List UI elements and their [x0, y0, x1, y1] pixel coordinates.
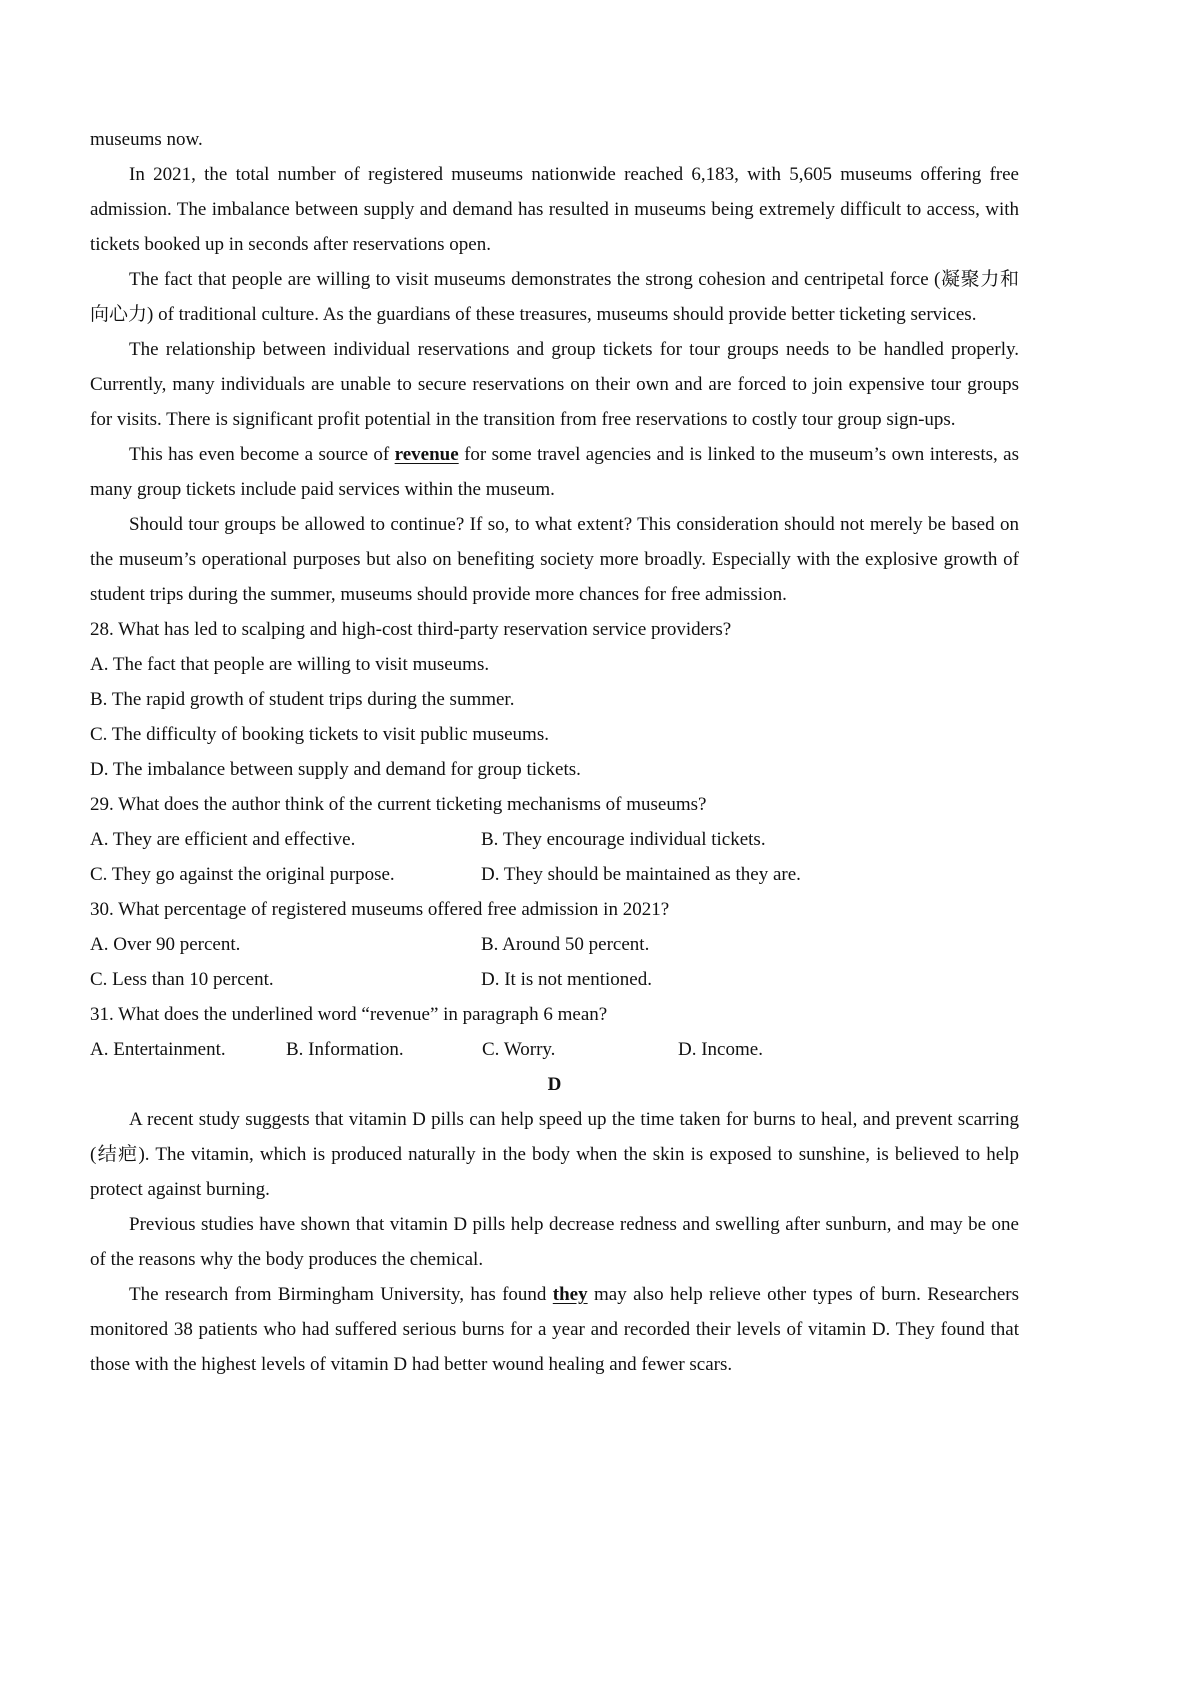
passage-c-paragraph: The relationship between individual reservations and group tickets for tour groups needs to be handled properly. Currently, many individuals are unable to secure reservations on their own and are forced to join expensive tour groups for visits. There is significant profit potential in the transition from free reservations to costly tour group sign-ups.	[90, 339, 1019, 430]
question-31	[90, 997, 1019, 1067]
question-stem: 30. What percentage of registered museums offered free admission in 2021?	[90, 899, 670, 920]
option-b: B. Around 50 percent.	[481, 934, 650, 955]
section-title-d: D	[547, 1074, 562, 1095]
options-row	[90, 927, 1019, 962]
passage-c-carryover: museums now.	[90, 129, 203, 150]
option-c: C. They go against the original purpose.	[90, 864, 395, 885]
option-d: D. Income.	[678, 1039, 763, 1060]
passage-d-they-paragraph	[90, 1277, 1019, 1382]
question-30	[90, 892, 1019, 997]
option-c: C. The difficulty of booking tickets to visit public museums.	[90, 724, 549, 745]
question-stem: 29. What does the author think of the current ticketing mechanisms of museums?	[90, 794, 707, 815]
question-29	[90, 787, 1019, 892]
exam-page	[90, 122, 1019, 1382]
option-a: A. Entertainment.	[90, 1039, 226, 1060]
options-row	[90, 857, 1019, 892]
passage-d-paragraph: Previous studies have shown that vitamin D pills help decrease redness and swelling after sunburn, and may be one of the reasons why the body produces the chemical.	[90, 1214, 1019, 1270]
question-stem: 31. What does the underlined word “revenue” in paragraph 6 mean?	[90, 1004, 608, 1025]
passage-d-paragraph: A recent study suggests that vitamin D pills can help speed up the time taken for burns to heal, and prevent scarring (结疤). The vitamin, which is produced naturally in the body when the skin is exposed to sunshine, is believed to help protect against burning.	[90, 1109, 1019, 1200]
question-stem: 28. What has led to scalping and high-cost third-party reservation service providers?	[90, 619, 732, 640]
option-b: B. Information.	[286, 1039, 404, 1060]
passage-c-paragraph: The fact that people are willing to visit museums demonstrates the strong cohesion and centripetal force (凝聚力和向心力) of traditional culture. As the guardians of these treasures, museums should provide better ticketing services.	[90, 269, 1019, 325]
option-b: B. The rapid growth of student trips during the summer.	[90, 689, 515, 710]
option-d: D. They should be maintained as they are.	[481, 864, 801, 885]
question-28	[90, 612, 1019, 787]
options-row	[90, 822, 1019, 857]
passage-c-paragraph: Should tour groups be allowed to continue? If so, to what extent? This consideration should not merely be based on the museum’s operational purposes but also on benefiting society more broadly. Especially with the explosive growth of student trips during the summer, museums should provide more chances for free admission.	[90, 514, 1019, 605]
options-row	[90, 962, 1019, 997]
option-c: C. Less than 10 percent.	[90, 969, 274, 990]
text-before: This has even become a source of	[129, 444, 395, 465]
text-after: may also help relieve other types of burn. Researchers monitored 38 patients who had suffered serious burns for a year and recorded their levels of vitamin D. They found that those with the highest levels of vitamin D had better wound healing and fewer scars.	[90, 1284, 1019, 1375]
option-a: A. They are efficient and effective.	[90, 829, 356, 850]
option-d: D. The imbalance between supply and demand for group tickets.	[90, 759, 581, 780]
options-row	[90, 1032, 1019, 1067]
passage-c-revenue-paragraph	[90, 437, 1019, 507]
underlined-word-revenue: revenue	[394, 444, 459, 465]
option-c: C. Worry.	[482, 1039, 556, 1060]
option-a: A. Over 90 percent.	[90, 934, 241, 955]
text-before: The research from Birmingham University, has found	[129, 1284, 553, 1305]
underlined-word-they: they	[552, 1284, 588, 1305]
option-b: B. They encourage individual tickets.	[481, 829, 766, 850]
option-d: D. It is not mentioned.	[481, 969, 652, 990]
passage-c-paragraph: In 2021, the total number of registered museums nationwide reached 6,183, with 5,605 museums offering free admission. The imbalance between supply and demand has resulted in museums being extremely difficult to access, with tickets booked up in seconds after reservations open.	[90, 164, 1019, 255]
text-after: for some travel agencies and is linked to the museum’s own interests, as many group tickets include paid services within the museum.	[90, 444, 1019, 500]
option-a: A. The fact that people are willing to visit museums.	[90, 654, 490, 675]
